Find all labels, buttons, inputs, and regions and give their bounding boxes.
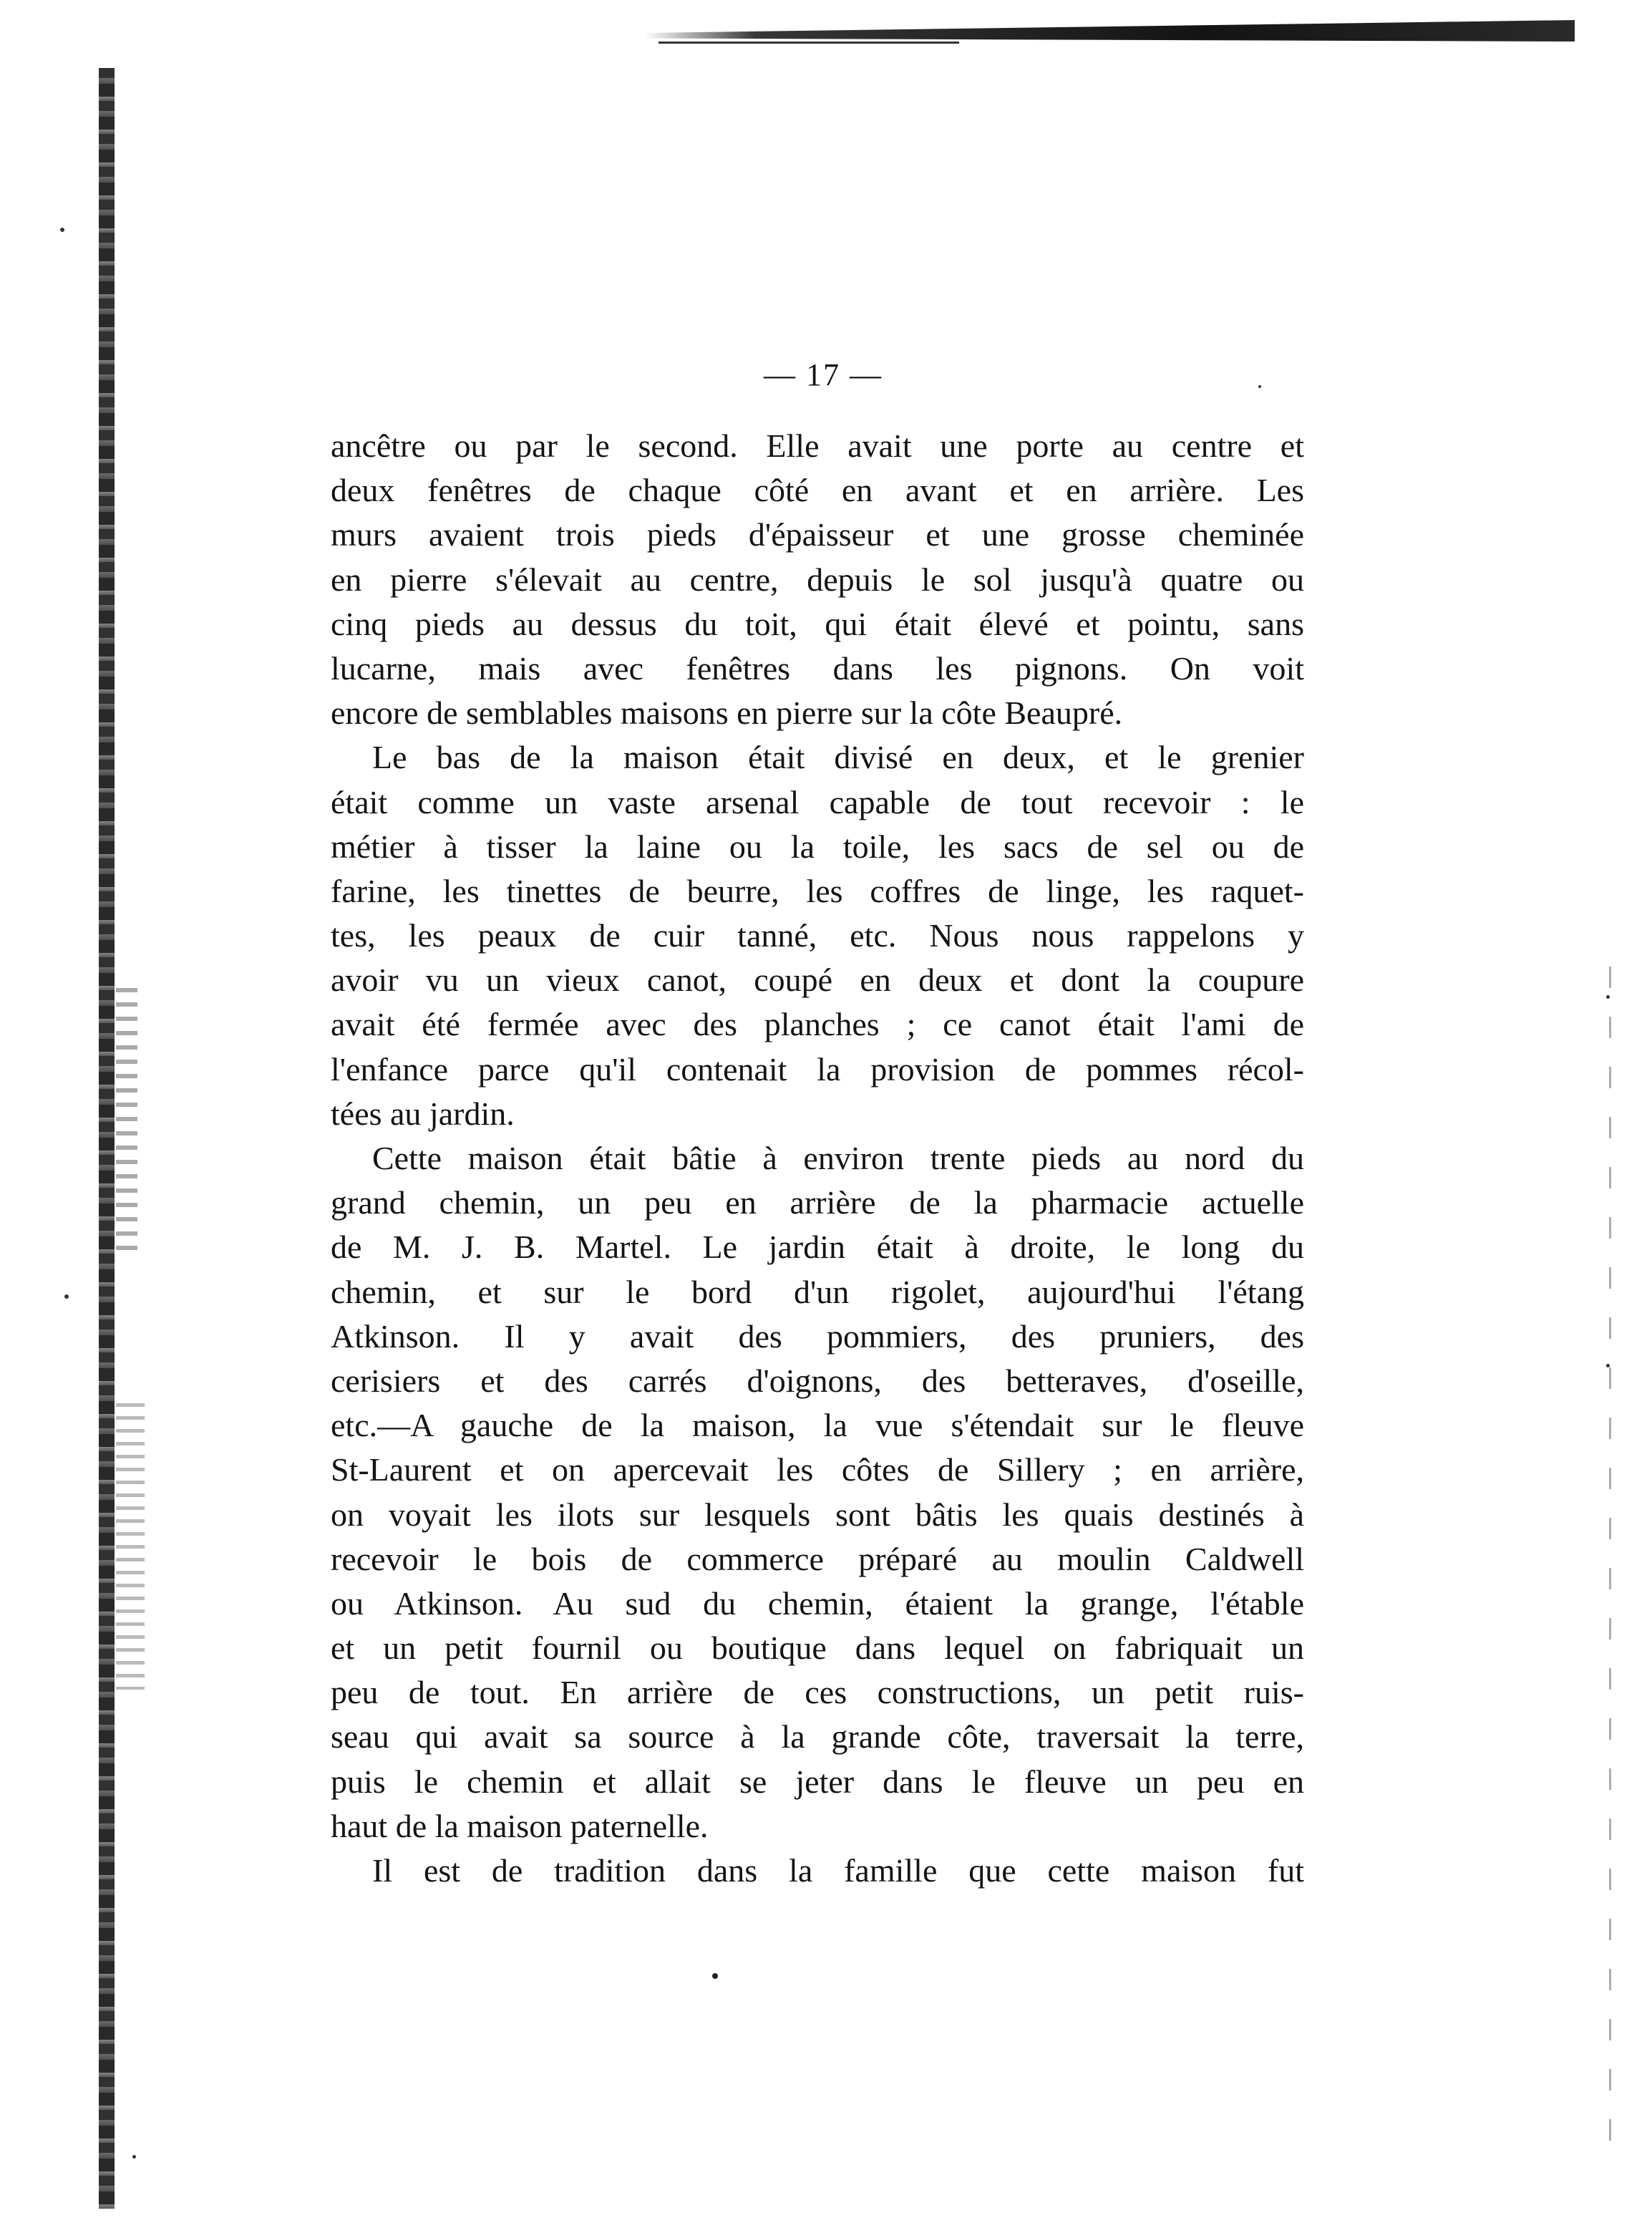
text-line: deux fenêtres de chaque côté en avant et en arrière. Les: [331, 472, 1304, 509]
scan-speck: [1606, 995, 1610, 999]
text-line: Atkinson. Il y avait des pommiers, des pruniers, des: [331, 1317, 1304, 1355]
text-line: etc.—A gauche de la maison, la vue s'étendait sur le fleuve: [331, 1407, 1304, 1444]
scan-speck: [1258, 385, 1261, 388]
text-line: ou Atkinson. Au sud du chemin, étaient la grange, l'étable: [331, 1584, 1304, 1622]
right-edge-noise: [1609, 967, 1611, 2148]
text-line: tées au jardin.: [331, 1095, 515, 1132]
left-edge-noise: [116, 1403, 145, 1690]
text-line: et un petit fournil ou boutique dans lequel on fabriquait un: [331, 1629, 1304, 1667]
text-line: encore de semblables maisons en pierre sur la côte Beaupré.: [331, 694, 1123, 732]
text-line: St-Laurent et on apercevait les côtes de Sillery ; en arrière,: [331, 1451, 1304, 1488]
top-print-line: [659, 42, 959, 44]
text-line: avait été fermée avec des planches ; ce canot était l'ami de: [331, 1006, 1304, 1043]
scan-speck: [64, 1294, 69, 1299]
text-line: on voyait les ilots sur lesquels sont bâtis les quais destinés à: [331, 1496, 1304, 1533]
scan-speck: [1606, 1364, 1610, 1367]
footer-dot: [712, 1973, 718, 1979]
text-line: grand chemin, un peu en arrière de la pharmacie actuelle: [331, 1184, 1304, 1221]
text-line: seau qui avait sa source à la grande côte, traversait la terre,: [331, 1718, 1304, 1755]
text-line: Cette maison était bâtie à environ trente pieds au nord du: [372, 1140, 1304, 1176]
scan-speck: [132, 2155, 136, 2159]
text-line: haut de la maison paternelle.: [331, 1807, 709, 1844]
text-line: lucarne, mais avec fenêtres dans les pignons. On voit: [331, 649, 1304, 687]
text-line: cerisiers et des carrés d'oignons, des betteraves, d'oseille,: [331, 1362, 1304, 1399]
text-line: ancêtre ou par le second. Elle avait une porte au centre et: [331, 427, 1304, 464]
text-line: Il est de tradition dans la famille que cette maison fut: [372, 1852, 1304, 1889]
left-edge-noise: [116, 988, 137, 1260]
text-line: puis le chemin et allait se jeter dans le fleuve un peu en: [331, 1763, 1304, 1800]
text-line: chemin, et sur le bord d'un rigolet, aujourd'hui l'étang: [331, 1273, 1304, 1310]
text-line: farine, les tinettes de beurre, les coffres de linge, les raquet-: [331, 872, 1304, 909]
top-print-bar: [644, 20, 1575, 42]
text-line: peu de tout. En arrière de ces constructions, un petit ruis-: [331, 1674, 1304, 1711]
text-line: murs avaient trois pieds d'épaisseur et une grosse cheminée: [331, 516, 1304, 553]
text-line: recevoir le bois de commerce préparé au moulin Caldwell: [331, 1540, 1304, 1577]
text-line: avoir vu un vieux canot, coupé en deux et dont la coupure: [331, 962, 1304, 999]
left-binding-edge: [99, 68, 115, 2209]
page-number: — 17 —: [764, 357, 883, 392]
text-line: métier à tisser la laine ou la toile, les sacs de sel ou de: [331, 828, 1304, 865]
text-line: était comme un vaste arsenal capable de tout recevoir : le: [331, 783, 1304, 820]
text-line: tes, les peaux de cuir tanné, etc. Nous nous rappelons y: [331, 917, 1304, 954]
text-line: Le bas de la maison était divisé en deux, et le grenier: [372, 739, 1304, 776]
scan-speck: [60, 228, 64, 232]
text-line: en pierre s'élevait au centre, depuis le sol jusqu'à quatre ou: [331, 561, 1304, 598]
text-line: cinq pieds au dessus du toit, qui était élevé et pointu, sans: [331, 605, 1304, 642]
body-text: [331, 424, 1304, 1893]
text-line: l'enfance parce qu'il contenait la provision de pommes récol-: [331, 1050, 1304, 1088]
text-line: de M. J. B. Martel. Le jardin était à droite, le long du: [331, 1229, 1304, 1266]
